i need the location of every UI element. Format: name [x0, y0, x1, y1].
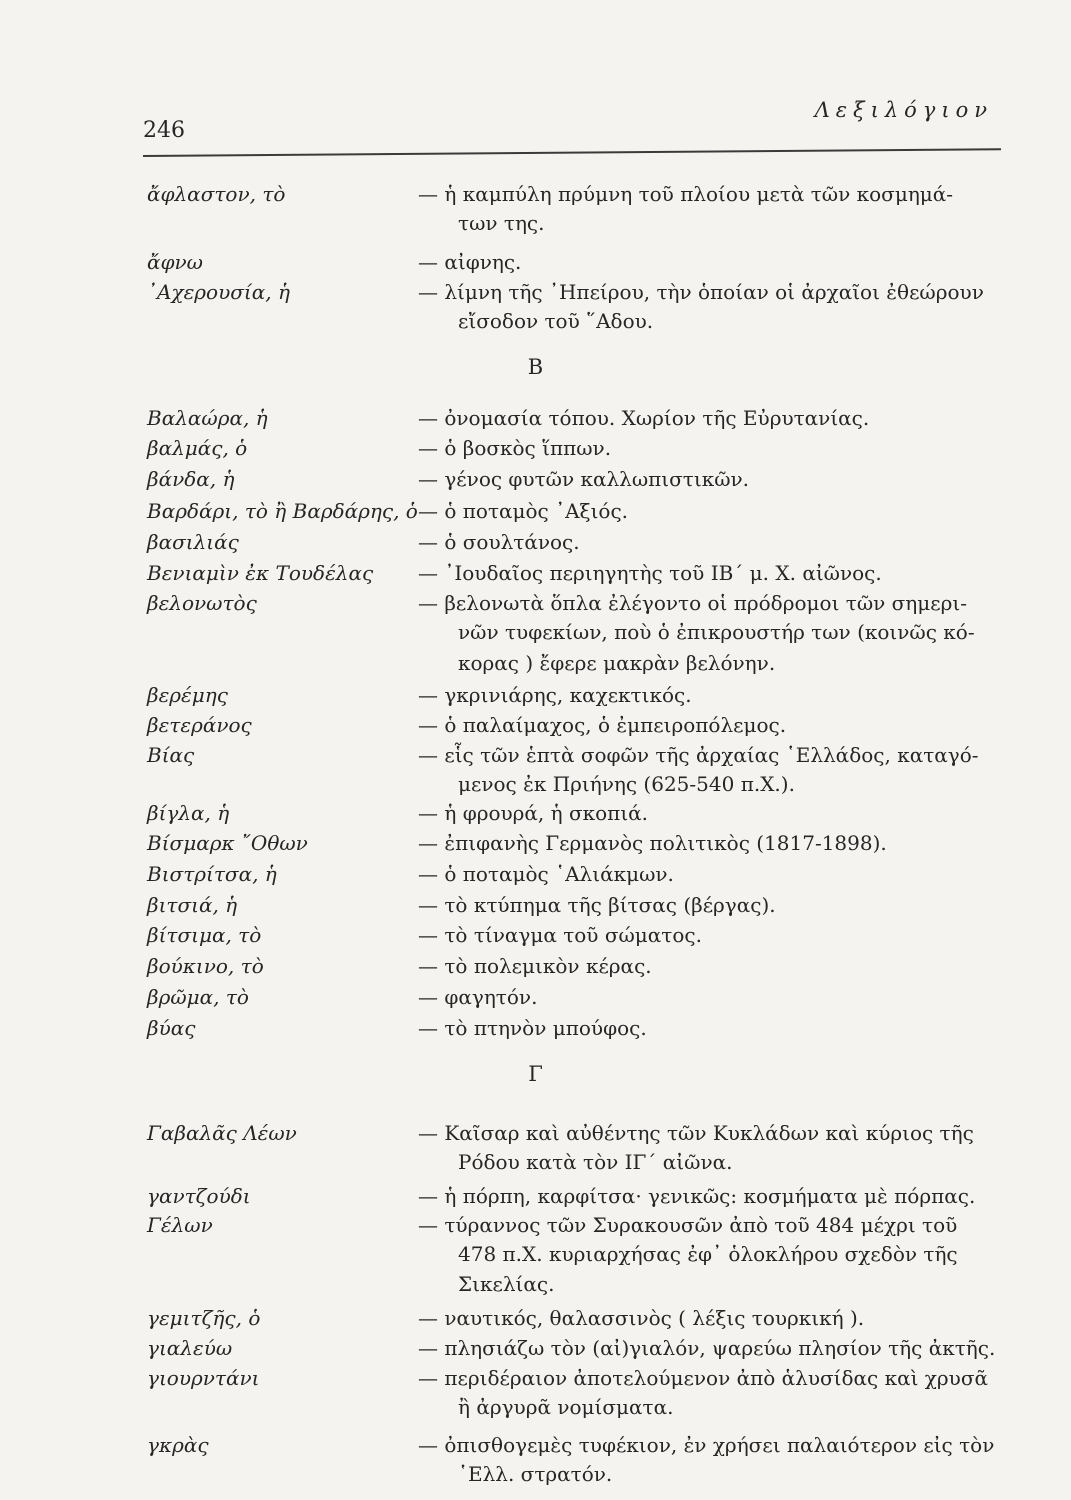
definition-text: — ναυτικός, θαλασσινὸς ( λέξις τουρκική ). — [418, 1306, 865, 1330]
entry-term: Βίσμαρκ ῎Οθων — [147, 831, 308, 855]
section-letter-gamma: Γ — [528, 1062, 543, 1086]
entry-definition — [418, 741, 1034, 799]
definition-text: — ἐπιφανὴς Γερμανὸς πολιτικὸς (1817-1898). — [418, 831, 887, 855]
entry-definition — [418, 1304, 1034, 1333]
definition-continuation: ῾Ελλ. στρατόν. — [458, 1462, 613, 1486]
entry-term: βιτσιά, ἡ — [147, 893, 238, 917]
entry-term: βερέμης — [147, 683, 228, 707]
definition-continuation: μενος ἐκ Πριήνης (625-540 π.Χ.). — [458, 772, 795, 796]
entry-definition — [418, 952, 1034, 981]
entry-definition — [418, 465, 1034, 494]
entry-definition — [418, 497, 1034, 526]
definition-continuation: των της. — [458, 211, 545, 235]
entry-definition — [418, 649, 1034, 678]
entry-term: βασιλιάς — [147, 530, 239, 554]
entry-term: βαλμάς, ὁ — [147, 436, 248, 460]
entry-definition — [418, 278, 1034, 336]
entry-definition — [418, 921, 1034, 950]
entry-definition — [418, 528, 1034, 557]
definition-text: — τὸ πτηνὸν μπούφος. — [418, 1016, 647, 1040]
entry-definition — [418, 404, 1034, 433]
definition-text: — περιδέραιον ἀποτελούμενον ἀπὸ ἁλυσίδας καὶ χρυσᾶ — [418, 1366, 988, 1390]
definition-text: — τύραννος τῶν Συρακουσῶν ἀπὸ τοῦ 484 μέχρι τοῦ — [418, 1213, 958, 1237]
entry-term: ἄφλαστον, τὸ — [147, 182, 286, 206]
definition-continuation: Σικελίας. — [458, 1272, 555, 1296]
definition-text: — ὀνομασία τόπου. Χωρίον τῆς Εὐρυτανίας. — [418, 406, 870, 430]
entry-term: βρῶμα, τὸ — [147, 985, 249, 1009]
entry-term: βούκινο, τὸ — [147, 954, 264, 978]
definition-text: — λίμνη τῆς ᾿Ηπείρου, τὴν ὁποίαν οἱ ἀρχαῖοι ἐθεώρουν — [418, 280, 984, 304]
definition-continuation: ἢ ἀργυρᾶ νομίσματα. — [458, 1395, 674, 1419]
entry-definition — [418, 1334, 1034, 1363]
entry-term: βύας — [147, 1016, 196, 1040]
entry-term: βίγλα, ἡ — [147, 801, 230, 825]
definition-continuation: Ρόδου κατὰ τὸν ΙΓ΄ αἰῶνα. — [458, 1150, 733, 1174]
definition-text: — ὁ παλαίμαχος, ὁ ἐμπειροπόλεμος. — [418, 713, 787, 737]
entry-definition — [418, 1211, 1034, 1269]
entry-definition — [418, 1182, 1034, 1211]
definition-text: — φαγητόν. — [418, 985, 538, 1009]
definition-text: — ἡ φρουρά, ἡ σκοπιά. — [418, 801, 649, 825]
entry-term: Γαβαλᾶς Λέων — [147, 1121, 297, 1145]
entry-term: γαντζούδι — [147, 1184, 251, 1208]
entry-definition — [418, 711, 1034, 740]
entry-term: γιουρντάνι — [147, 1366, 260, 1390]
header-rule — [143, 148, 1001, 157]
definition-text: — ὁ ποταμὸς ᾿Αξιός. — [418, 499, 629, 523]
entry-definition — [418, 860, 1034, 889]
definition-text: — ἡ πόρπη, καρφίτσα· γενικῶς: κοσμήματα μὲ πόρπας. — [418, 1184, 976, 1208]
entry-term: γιαλεύω — [147, 1336, 233, 1360]
definition-text: — τὸ τίναγμα τοῦ σώματος. — [418, 923, 702, 947]
definition-text: — αἰφνης. — [418, 250, 522, 274]
definition-text: — ὁ βοσκὸς ἵππων. — [418, 436, 612, 460]
page-number: 246 — [143, 118, 185, 143]
entry-definition — [418, 1270, 1034, 1299]
definition-text: — βελονωτὰ ὅπλα ἐλέγοντο οἱ πρόδρομοι τῶν σημερι- — [418, 591, 968, 615]
entry-definition — [418, 434, 1034, 463]
definition-text: — ὁ ποταμὸς ῾Αλιάκμων. — [418, 862, 674, 886]
definition-text: — Καῖσαρ καὶ αὐθέντης τῶν Κυκλάδων καὶ κύριος τῆς — [418, 1121, 974, 1145]
definition-text: — πλησιάζω τὸν (αἰ)γιαλόν, ψαρεύω πλησίον τῆς ἀκτῆς. — [418, 1336, 996, 1360]
entry-definition — [418, 681, 1034, 710]
entry-term: βίτσιμα, τὸ — [147, 923, 262, 947]
entry-term: Βαρδάρι, τὸ ἢ Βαρδάρης, ὁ — [147, 499, 418, 523]
entry-term: γκρὰς — [147, 1433, 209, 1457]
definition-continuation: κορας ) ἔφερε μακρὰν βελόνην. — [458, 651, 776, 675]
definition-continuation: 478 π.Χ. κυριαρχήσας ἐφ᾿ ὁλοκλήρου σχεδὸν τῆς — [458, 1242, 958, 1266]
entry-definition — [418, 829, 1034, 858]
running-head: Λεξιλόγιον — [814, 98, 993, 122]
definition-text: — εἷς τῶν ἑπτὰ σοφῶν τῆς ἀρχαίας ῾Ελλάδος, καταγό- — [418, 743, 979, 767]
definition-text: — ὁ σουλτάνος. — [418, 530, 580, 554]
entry-term: Γέλων — [147, 1213, 213, 1237]
entry-definition — [418, 180, 1034, 238]
entry-definition — [418, 1364, 1034, 1422]
definition-continuation: εἴσοδον τοῦ ῞Αδου. — [458, 309, 654, 333]
entry-definition — [418, 1119, 1034, 1177]
entry-definition — [418, 891, 1034, 920]
entry-term: Βενιαμὶν ἐκ Τουδέλας — [147, 561, 374, 585]
definition-text: — ᾿Ιουδαῖος περιηγητὴς τοῦ ΙΒ΄ μ. Χ. αἰῶνος. — [418, 561, 882, 585]
entry-term: ἄφνω — [147, 250, 203, 274]
entry-definition — [418, 589, 1034, 647]
entry-definition — [418, 983, 1034, 1012]
definition-text: — γκρινιάρης, καχεκτικός. — [418, 683, 692, 707]
entry-definition — [418, 248, 1034, 277]
entry-definition — [418, 1014, 1034, 1043]
definition-text: — ὀπισθογεμὲς τυφέκιον, ἐν χρήσει παλαιότερον εἰς τὸν — [418, 1433, 995, 1457]
entry-term: γεμιτζῆς, ὁ — [147, 1306, 261, 1330]
definition-continuation: νῶν τυφεκίων, ποὺ ὁ ἐπικρουστήρ των (κοινῶς κό- — [458, 620, 975, 644]
entry-definition — [418, 1431, 1034, 1489]
definition-text: — γένος φυτῶν καλλωπιστικῶν. — [418, 467, 750, 491]
entry-term: βετεράνος — [147, 713, 252, 737]
section-letter-beta: Β — [527, 355, 544, 379]
entry-term: βάνδα, ἡ — [147, 467, 235, 491]
entry-term: ᾿Αχερουσία, ἡ — [147, 280, 290, 304]
entry-term: Βιστρίτσα, ἡ — [147, 862, 277, 886]
entry-term: βελονωτὸς — [147, 591, 257, 615]
definition-text: — ἡ καμπύλη πρύμνη τοῦ πλοίου μετὰ τῶν κοσμημά- — [418, 182, 954, 206]
entry-definition — [418, 559, 1034, 588]
entry-term: Βαλαώρα, ἡ — [147, 406, 268, 430]
definition-text: — τὸ κτύπημα τῆς βίτσας (βέργας). — [418, 893, 776, 917]
definition-text: — τὸ πολεμικὸν κέρας. — [418, 954, 652, 978]
entry-definition — [418, 799, 1034, 828]
entry-term: Βίας — [147, 743, 195, 767]
